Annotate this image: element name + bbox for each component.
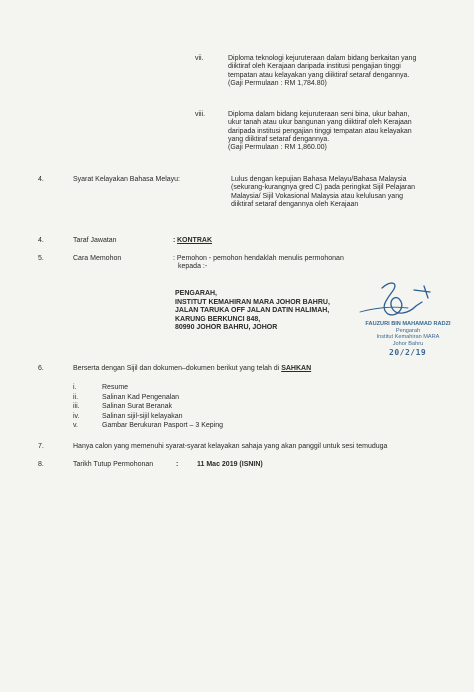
section-6-text: Berserta dengan Sijil dan dokumen–dokumen berikut yang telah di SAHKAN: [73, 365, 312, 372]
section-5-number: 5.: [38, 255, 44, 262]
section-6-number: 6.: [38, 365, 44, 372]
section-taraf-number: 4.: [38, 237, 44, 244]
list-item: Gambar Berukuran Pasport – 3 Keping: [102, 422, 224, 430]
list-item: Resume: [102, 384, 129, 391]
item-vii-text: Diploma teknologi kejuruteraan dalam bidang berkaitan yang diiktiraf oleh Kerajaan daripada institusi pengajian tinggi tempatan atau kelayakan yang diiktiraf setaraf dengannya. (Gaji Permulaan : RM 1,784.80): [228, 55, 417, 87]
document-list: [102, 383, 223, 431]
section-6-emphasis: SAHKAN: [281, 365, 312, 372]
official-stamp: FAUZURI BIN MAHAMAD RADZI Pengarah Institut Kemahiran MARA Johor Bahru: [365, 321, 451, 347]
document-list-numbers: i. ii. iii. iv. v.: [73, 384, 80, 430]
item-vii-number: vii.: [195, 55, 204, 62]
item-viii-number: viii.: [195, 111, 206, 118]
section-4-label: Syarat Kelayakan Bahasa Melayu:: [73, 176, 181, 183]
item-viii-text: Diploma dalam bidang kejuruteraan seni bina, ukur bahan, ukur tanah atau ukur bangunan yang diiktiraf oleh Kerajaan daripada institusi pengajian tinggi tempatan atau kelayakan yang diiktiraf setaraf dengannya. (Gaji Permulaan : RM 1,860.00): [228, 111, 412, 152]
recipient-address: PENGARAH, INSTITUT KEMAHIRAN MARA JOHOR BAHRU, JALAN TARUKA OFF JALAN DATIN HALIMAH, KARUNG BERKUNCI 848, 80990 JOHOR BAHRU, JOHOR: [175, 290, 330, 332]
section-8-colon: :: [176, 461, 179, 468]
section-5-text: : Pemohon - pemohon hendaklah menulis permohonan kepada :-: [173, 255, 344, 271]
section-7-text: Hanya calon yang memenuhi syarat-syarat kelayakan sahaja yang akan panggil untuk sesi temuduga: [73, 443, 388, 450]
list-item: Salinan Kad Pengenalan: [102, 393, 180, 401]
section-4-text: Lulus dengan kepujian Bahasa Melayu/Bahasa Malaysia (sekurang-kurangnya gred C) pada peringkat Sijil Pelajaran Malaysia/ Sijil Vokasional Malaysia atau kelulusan yang diiktiraf setaraf dengannya oleh Kerajaan: [231, 176, 416, 208]
handwritten-date: 20/2/19: [389, 348, 427, 357]
list-item: Salinan Surat Beranak: [102, 403, 173, 411]
closing-date: 11 Mac 2019 (ISNIN): [197, 461, 263, 468]
section-4-number: 4.: [38, 176, 44, 183]
section-taraf-value: KONTRAK: [177, 237, 212, 244]
list-item: Salinan sijil-sijil kelayakan: [102, 412, 183, 420]
section-8-label: Tarikh Tutup Permohonan: [73, 461, 154, 468]
section-taraf-colon: :: [173, 237, 176, 244]
section-5-label: Cara Memohon: [73, 255, 122, 262]
section-8-number: 8.: [38, 461, 44, 468]
section-taraf-label: Taraf Jawatan: [73, 237, 117, 244]
section-7-number: 7.: [38, 443, 44, 450]
